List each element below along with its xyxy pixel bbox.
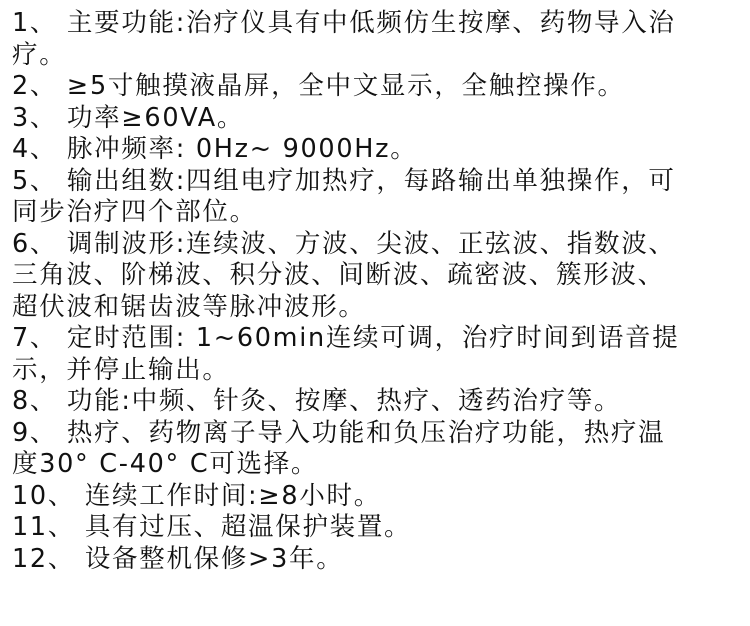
- spec-line: 3、 功率≥60VA。: [12, 102, 245, 133]
- spec-line: 疗。: [12, 39, 67, 70]
- spec-line: 2、 ≥5寸触摸液晶屏，全中文显示，全触控操作。: [12, 71, 625, 101]
- spec-line: 6、 调制波形:连续波、方波、尖波、正弦波、指数波、: [12, 228, 676, 259]
- spec-line: 度30° C-40° C可选择。: [12, 449, 319, 479]
- spec-line: 示，并停止输出。: [12, 354, 230, 385]
- spec-line: 9、 热疗、药物离子导入功能和负压治疗功能，热疗温: [12, 417, 666, 448]
- spec-line: 超伏波和锯齿波等脉冲波形。: [12, 291, 366, 322]
- spec-line: 10、 连续工作时间:≥8小时。: [12, 480, 381, 511]
- spec-line: 同步治疗四个部位。: [12, 197, 257, 227]
- spec-line: 7、 定时范围: 1~60min连续可调，治疗时间到语音提: [12, 323, 680, 353]
- spec-list: [12, 8, 742, 575]
- spec-line: 5、 输出组数:四组电疗加热疗，每路输出单独操作，可: [12, 165, 676, 196]
- spec-line: 4、 脉冲频率: 0Hz~ 9000Hz。: [12, 134, 418, 164]
- spec-line: 1、 主要功能:治疗仪具有中低频仿生按摩、药物导入治: [12, 8, 676, 38]
- spec-line: 11、 具有过压、超温保护装置。: [12, 512, 412, 542]
- spec-line: 12、 设备整机保修>3年。: [12, 543, 344, 574]
- spec-line: 8、 功能:中频、针灸、按摩、热疗、透药治疗等。: [12, 386, 622, 416]
- spec-line: 三角波、阶梯波、积分波、间断波、疏密波、簇形波、: [12, 260, 665, 290]
